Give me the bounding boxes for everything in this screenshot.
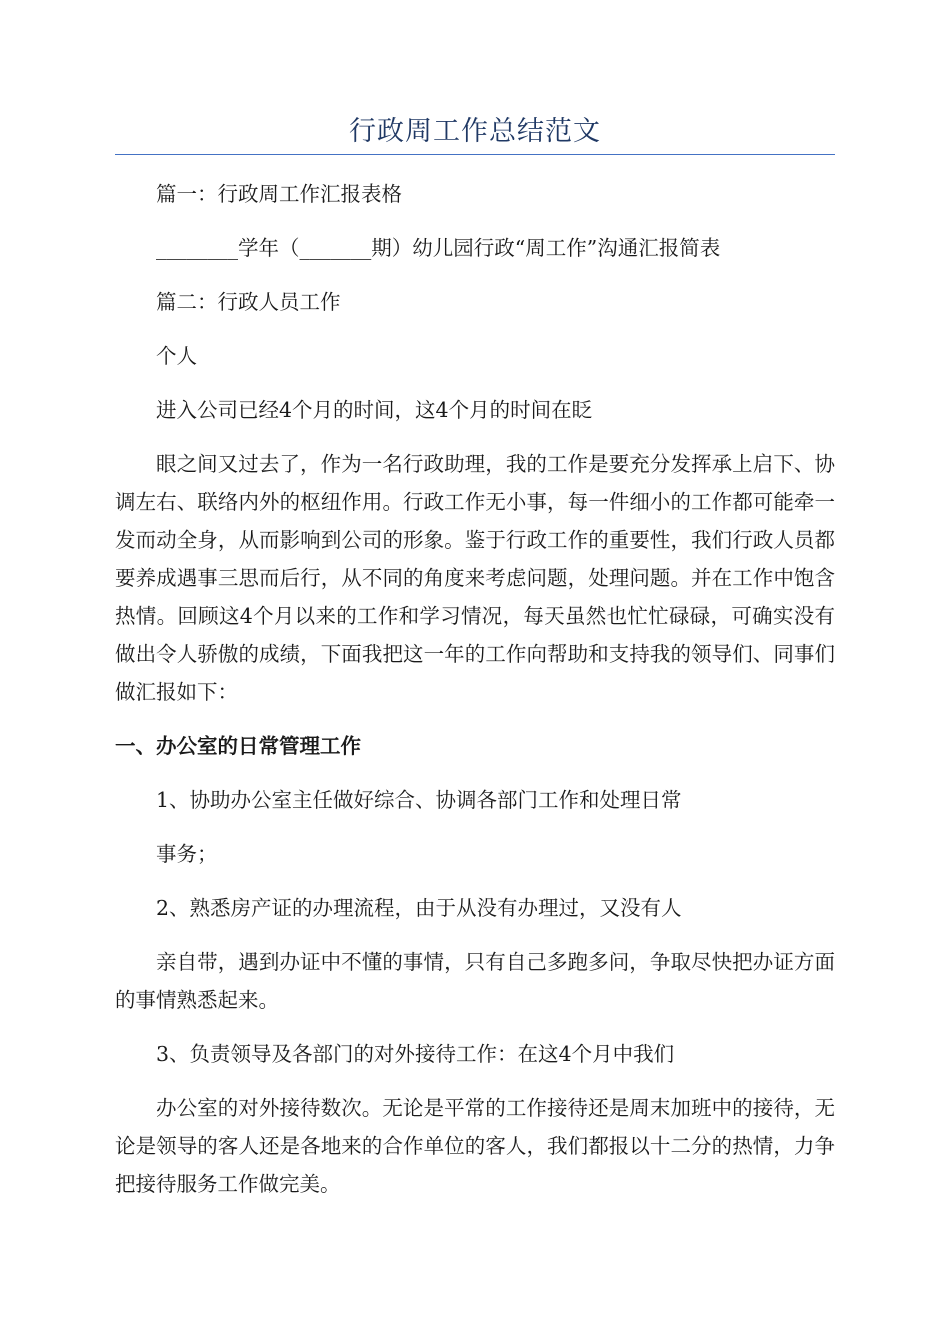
- paragraph-intro-body: 眼之间又过去了，作为一名行政助理，我的工作是要充分发挥承上启下、协调左右、联络内外的枢纽作用。行政工作无小事，每一件细小的工作都可能牵一发而动全身，从而影响到公司的形象。鉴于行政工作的重要性，我们行政人员都要养成遇事三思而后行，从不同的角度来考虑问题，处理问题。并在工作中饱含热情。回顾这4个月以来的工作和学习情况，每天虽然也忙忙碌碌，可确实没有做出令人骄傲的成绩，下面我把这一年的工作向帮助和支持我的领导们、同事们做汇报如下：: [115, 452, 835, 704]
- paragraph-personal: 个人: [156, 344, 197, 368]
- document-title: 行政周工作总结范文: [349, 116, 601, 147]
- document-body: [115, 175, 835, 1219]
- paragraph-part-two-heading: 篇二：行政人员工作: [156, 290, 341, 314]
- title-underline: [115, 154, 835, 155]
- paragraph-item-1: 1、协助办公室主任做好综合、协调各部门工作和处理日常: [156, 788, 682, 812]
- paragraph-part-one-heading: 篇一：行政周工作汇报表格: [156, 182, 402, 206]
- section-heading-office-management: 一、办公室的日常管理工作: [115, 734, 361, 758]
- paragraph-item-2: 2、熟悉房产证的办理流程，由于从没有办理过，又没有人: [156, 896, 682, 920]
- paragraph-report-form-title: ________学年（_______期）幼儿园行政“周工作”沟通汇报简表: [156, 236, 721, 260]
- paragraph-item-1-cont: 事务；: [156, 842, 218, 866]
- paragraph-intro: 进入公司已经4个月的时间，这4个月的时间在眨: [156, 398, 593, 422]
- paragraph-item-3: 3、负责领导及各部门的对外接待工作：在这4个月中我们: [156, 1042, 675, 1066]
- paragraph-item-2-cont: 亲自带，遇到办证中不懂的事情，只有自己多跑多问，争取尽快把办证方面的事情熟悉起来。: [115, 950, 835, 1012]
- paragraph-item-3-cont: 办公室的对外接待数次。无论是平常的工作接待还是周末加班中的接待，无论是领导的客人还是各地来的合作单位的客人，我们都报以十二分的热情，力争把接待服务工作做完美。: [115, 1096, 835, 1196]
